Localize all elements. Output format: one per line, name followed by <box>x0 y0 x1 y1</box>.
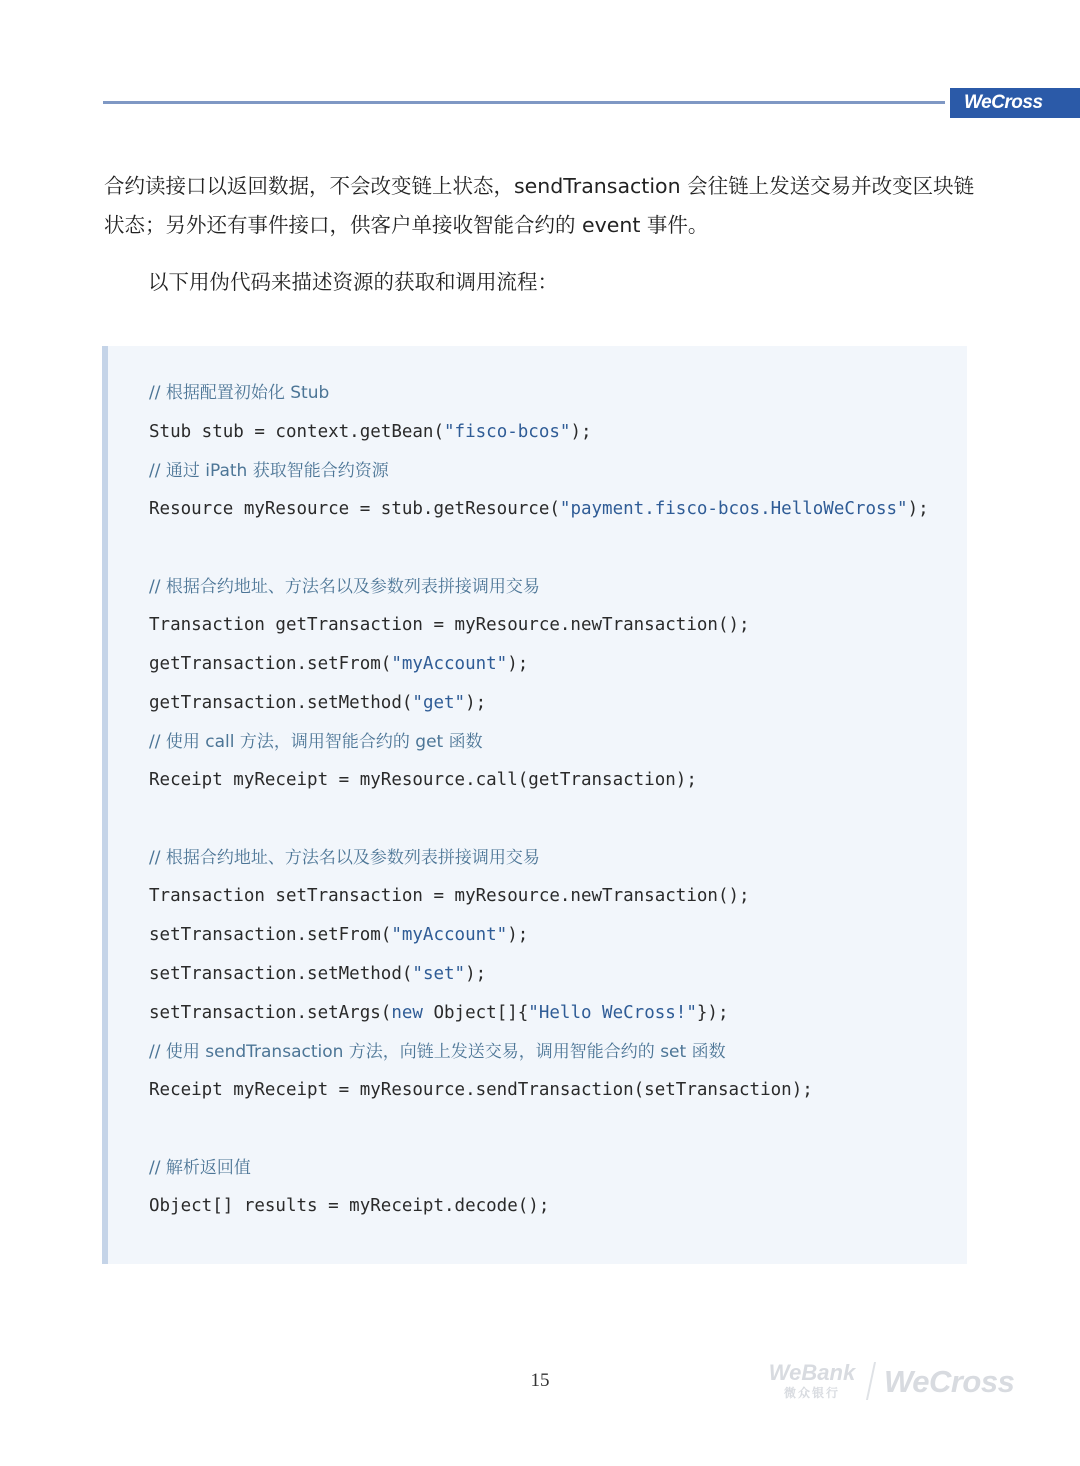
intro-paragraph: 合约读接口以返回数据，不会改变链上状态，sendTransaction 会往链上发送交易并改变区块链状态；另外还有事件接口，供客户单接收智能合约的 event 事件。 <box>104 174 975 237</box>
code-string: "payment.fisco-bcos.HelloWeCross" <box>559 499 908 519</box>
code-comment: // 通过 iPath 获取智能合约资源 <box>149 461 389 481</box>
code-line: setTransaction.setFrom("myAccount"); <box>149 925 529 945</box>
code-line: Object[] results = myReceipt.decode(); <box>149 1196 550 1216</box>
wecross-header-logo: WeCross <box>950 88 1080 118</box>
code-comment: // 解析返回值 <box>149 1158 251 1178</box>
code-line: getTransaction.setFrom("myAccount"); <box>149 654 529 674</box>
code-comment: // 根据配置初始化 Stub <box>149 383 330 403</box>
page-number: 15 <box>530 1370 550 1391</box>
code-string: "fisco-bcos" <box>444 422 571 442</box>
code-comment: // 根据合约地址、方法名以及参数列表拼接调用交易 <box>149 848 540 868</box>
code-string: "Hello WeCross!" <box>528 1003 697 1023</box>
code-keyword: new <box>391 1003 423 1023</box>
code-line: Transaction getTransaction = myResource.newTransaction(); <box>149 615 750 635</box>
webank-logo <box>762 1360 862 1404</box>
wecross-footer-logo: WeCross <box>884 1364 1015 1399</box>
header-rule <box>103 101 945 104</box>
code-line: getTransaction.setMethod("get"); <box>149 693 487 713</box>
code-line: Receipt myReceipt = myResource.call(getTransaction); <box>149 770 697 790</box>
code-line: Stub stub = context.getBean("fisco-bcos"); <box>149 422 592 442</box>
code-line: setTransaction.setArgs(new Object[]{"Hello WeCross!"}); <box>149 1003 729 1023</box>
code-string: "set" <box>412 964 466 984</box>
webank-logo-en: WeBank <box>768 1360 856 1385</box>
code-comment: // 使用 call 方法，调用智能合约的 get 函数 <box>149 732 483 752</box>
code-line: Transaction setTransaction = myResource.newTransaction(); <box>149 886 750 906</box>
pseudocode-intro: 以下用伪代码来描述资源的获取和调用流程： <box>148 270 558 294</box>
code-string: "get" <box>412 693 466 713</box>
code-line: Resource myResource = stub.getResource("payment.fisco-bcos.HelloWeCross"); <box>149 499 929 519</box>
code-string: "myAccount" <box>391 925 508 945</box>
code-block <box>102 346 967 1264</box>
webank-logo-cn: 微众银行 <box>783 1386 840 1400</box>
code-comment: // 使用 sendTransaction 方法，向链上发送交易，调用智能合约的 set 函数 <box>149 1042 726 1062</box>
code-comment: // 根据合约地址、方法名以及参数列表拼接调用交易 <box>149 577 540 597</box>
code-line: Receipt myReceipt = myResource.sendTransaction(setTransaction); <box>149 1080 813 1100</box>
code-string: "myAccount" <box>391 654 508 674</box>
code-line: setTransaction.setMethod("set"); <box>149 964 487 984</box>
